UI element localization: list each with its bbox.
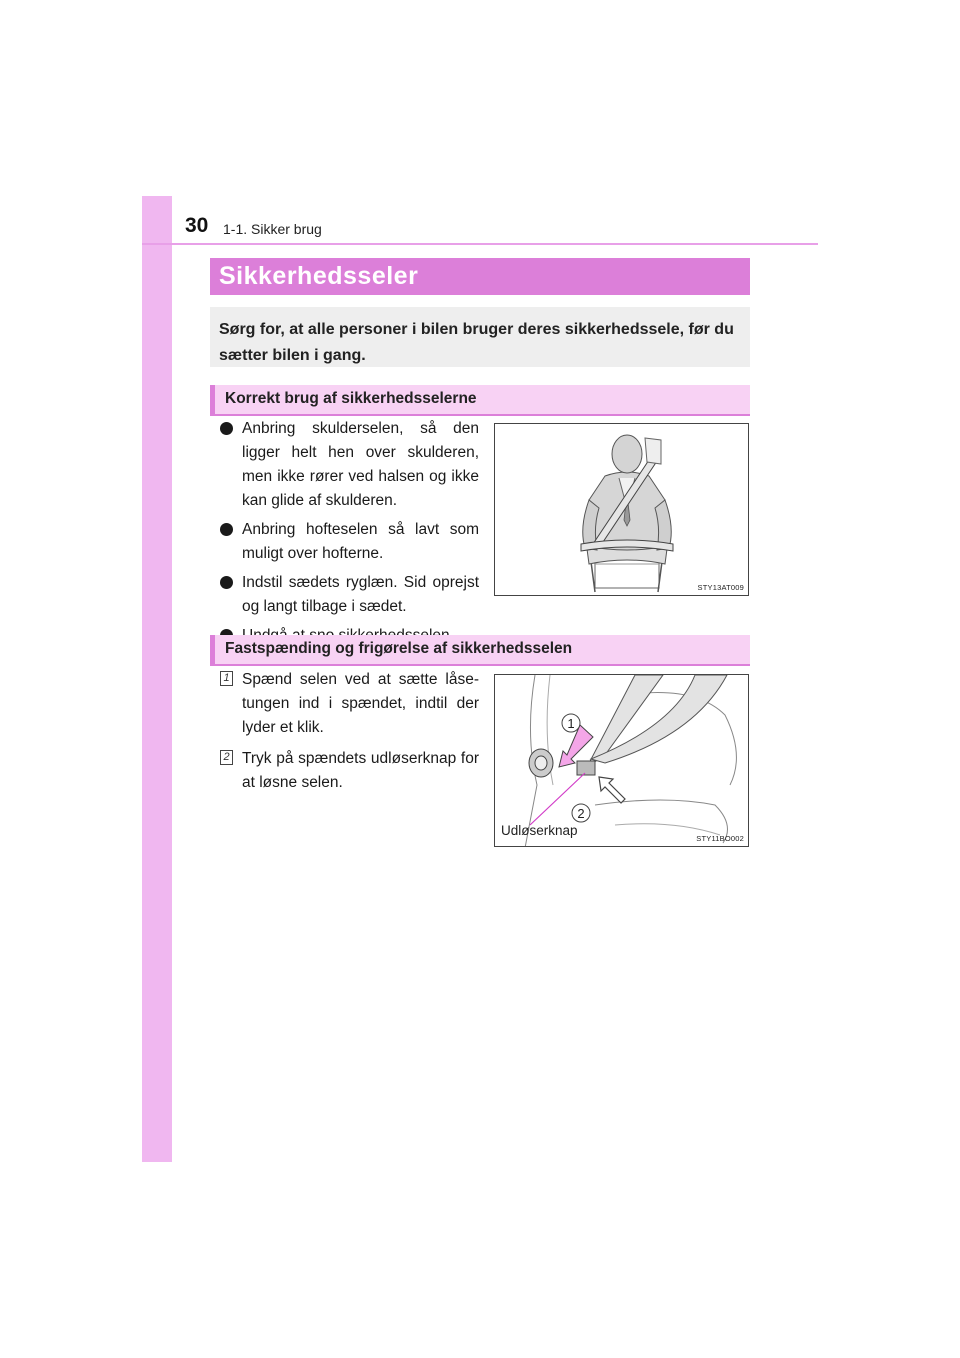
list-item-text: Anbring skulderselen, så den ligger helt hen over skulderen, men ikke rører ved halsen og ikke kan glide af skulderen. [242,420,479,509]
page-number: 30 [185,214,209,237]
step-text: Tryk på spændets udløserknap for at løsne selen. [242,750,479,791]
bullet-icon [220,422,233,435]
page-title: Sikkerhedsseler [219,262,419,290]
section-heading-text: Korrekt brug af sikkerhedsselerne [225,390,477,407]
step-text: Spænd selen ved at sætte låse-tungen ind i spændet, indtil der lyder et klik. [242,671,479,736]
intro-box [210,307,750,367]
running-header: 1-1. Sikker brug [223,221,322,237]
release-button-label: Udløserknap [501,823,578,838]
seatbelt-buckle-icon [495,675,749,847]
callout-1: 1 [567,716,575,731]
header-rule [142,243,818,245]
step-number-badge: 1 [220,671,233,686]
buckle-illustration [494,674,749,847]
image-code: STY13AT009 [697,583,744,592]
callout-2: 2 [577,806,585,821]
bullet-icon [220,576,233,589]
list-item-text: Anbring hofteselen så lavt som muligt over hofterne. [242,521,479,562]
list-item [220,417,479,513]
section-heading-text: Fastspænding og frigørelse af sikkerhedsselen [225,640,573,657]
list-item [220,668,479,740]
intro-text: Sørg for, at alle personer i bilen bruger deres sikkerhedssele, før du sætter bilen i gang. [219,321,734,364]
section-heading-correct-use [210,385,750,414]
bullet-icon [220,523,233,536]
page-title-bar [210,258,750,295]
section-heading-fastening [210,635,750,664]
chapter-sidebar-tab [142,196,172,1162]
image-code: STY11BO002 [696,834,744,843]
list-item-text: Indstil sædets ryglæn. Sid oprejst og langt tilbage i sædet. [242,574,479,615]
step-number-badge: 2 [220,750,233,765]
list-item [220,747,479,795]
seated-person-seatbelt-illustration [494,423,749,596]
list-item [220,518,479,566]
step-list [220,668,479,802]
seated-person-icon [495,424,749,596]
bullet-list [220,417,479,653]
list-item [220,571,479,619]
